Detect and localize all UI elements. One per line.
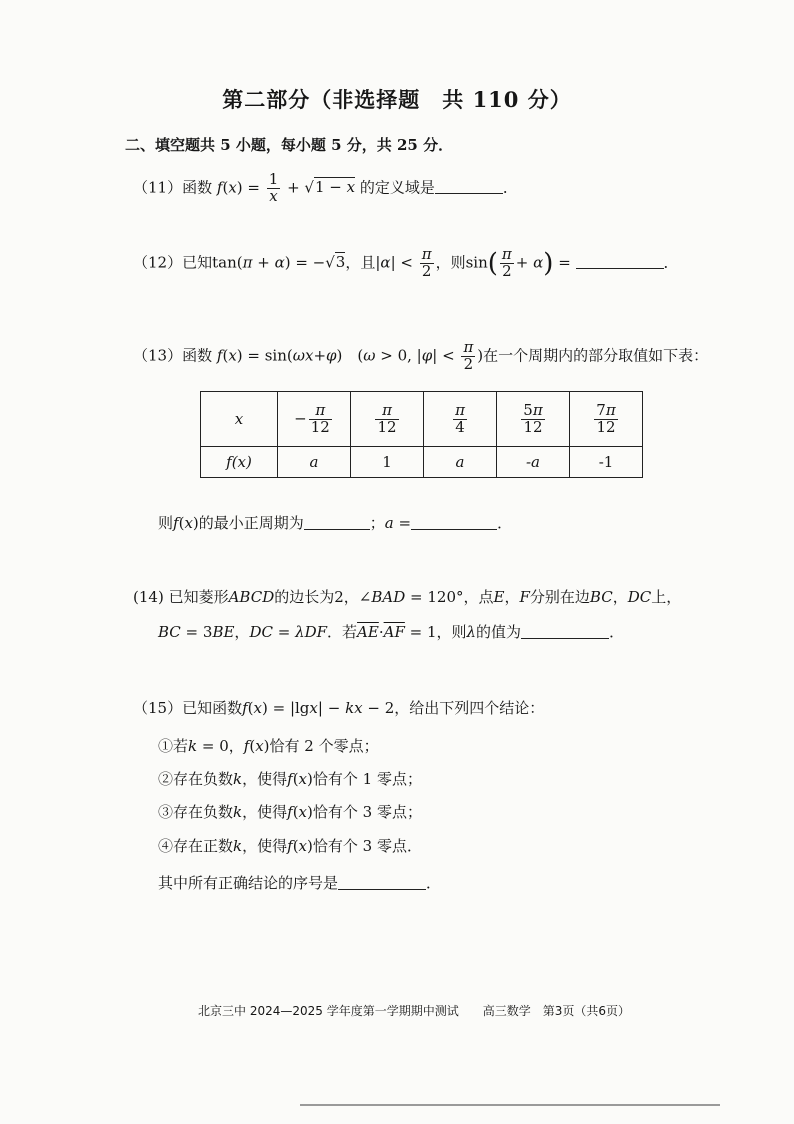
page-footer: 北京三中 2024—2025 学年度第一学期期中测试 高三数学 第3页（共6页） <box>198 1004 630 1018</box>
q15-conclusion-4: ④存在正数k，使得f(x)恰有个 3 零点． <box>158 837 422 855</box>
q14-line2-a: ．若 <box>327 623 358 641</box>
q14-line1-e: 上， <box>651 588 682 606</box>
table-x-4: $\frac{5\pi}{12}$ <box>497 392 570 447</box>
q12-pi-over-2-b: $\frac{\pi}{2}$ <box>501 245 512 280</box>
q11-prefix: 函数 <box>182 178 213 197</box>
table-header-x: x <box>201 392 278 447</box>
q14-line1-c: ，点 <box>463 588 494 606</box>
q15-conclusion-1: ①若k = 0，f(x)恰有 2 个零点； <box>158 737 379 755</box>
q15-c3-b: ，使得 <box>242 803 288 821</box>
q14-answer-blank <box>521 637 609 639</box>
q11-answer-blank <box>435 192 503 194</box>
q15-c4-b: ，使得 <box>242 837 288 855</box>
q13-number: （13） <box>133 346 183 365</box>
q15-c2-a: ②存在负数 <box>158 770 234 788</box>
table-f-4: -a <box>497 447 570 478</box>
q12-mid1: ，且 <box>345 253 376 272</box>
question-14-line-2: BC = 3BE，DC = λDF．若$\overline{AE}\cdot\overline{AF} = 1$，则λ的值为 ． <box>158 623 625 641</box>
scan-edge-line <box>300 1104 720 1106</box>
question-14-line-1: (14) 已知菱形ABCD的边长为2，∠BAD = 120°，点E，F分别在边BC，DC上， <box>133 588 682 606</box>
q11-suffix: 的定义域是 <box>359 178 435 197</box>
q14-number: (14) <box>133 588 164 606</box>
q15-conclusion-2: ②存在负数k，使得f(x)恰有个 1 零点； <box>158 770 422 788</box>
q12-answer-blank <box>576 267 664 269</box>
table-x-3: $\frac{\pi}{4}$ <box>424 392 497 447</box>
q13-a-blank <box>411 528 497 530</box>
table-f-5: -1 <box>570 447 643 478</box>
q13-pi-over-2: $\frac{\pi}{2}$ <box>463 338 474 373</box>
table-f-3: a <box>424 447 497 478</box>
table-x-1: − $\frac{\pi}{12}$ <box>278 392 351 447</box>
q15-c2-b: ，使得 <box>242 770 288 788</box>
q13-answer-line: 则f(x)的最小正周期为 ；a = ． <box>158 514 513 532</box>
q15-c4-c: 恰有个 3 零点． <box>312 837 422 855</box>
q15-c2-c: 恰有个 1 零点； <box>312 770 422 788</box>
q12-mid2: ，则 <box>435 253 466 272</box>
q15-c3-c: 恰有个 3 零点； <box>312 803 422 821</box>
q15-conclusion-3: ③存在负数k，使得f(x)恰有个 3 零点； <box>158 803 422 821</box>
question-12: （12）已知tan(π + α) = −√3，且|α| < $\frac{\pi}{2}$ ，则sin( $\frac{\pi}{2}$ + α) = ． <box>133 245 679 280</box>
q14-line2-b: ，则 <box>436 623 467 641</box>
q14-line1-a: 已知菱形 <box>168 588 229 606</box>
part-title: 第二部分（非选择题 共 110 分） <box>222 87 572 112</box>
q11-fraction: $\frac{1}{x}$ <box>268 170 279 205</box>
q15-number: （15） <box>133 699 183 717</box>
table-x-5: $\frac{7\pi}{12}$ <box>570 392 643 447</box>
q14-line2-c: 的值为 <box>476 623 522 641</box>
q13-condition: 在一个周期内的部分取值如下表： <box>483 346 709 365</box>
table-f-2: 1 <box>351 447 424 478</box>
question-13: （13）函数 f(x) = sin(ωx+φ) (ω > 0, |φ| < $\frac{\pi}{2}$ )在一个周期内的部分取值如下表： <box>133 338 709 373</box>
q12-number: （12） <box>133 253 183 272</box>
table-header-fx: f(x) <box>201 447 278 478</box>
q13-line2-b: 的最小正周期为 <box>198 514 304 532</box>
q13-period-blank <box>304 528 370 530</box>
q15-suffix: ，给出下列四个结论： <box>394 699 545 717</box>
q15-c1-b: ， <box>228 737 244 755</box>
q11-function: f <box>216 178 223 197</box>
q15-prefix: 已知函数 <box>182 699 243 717</box>
q14-line1-d: 分别在边 <box>529 588 590 606</box>
q13-line2-a: 则 <box>158 514 174 532</box>
value-table <box>200 391 643 478</box>
q11-number: （11） <box>133 178 183 197</box>
question-15: （15）已知函数f(x) = |lgx| − kx − 2，给出下列四个结论： <box>133 699 545 717</box>
q15-answer-blank <box>338 888 426 890</box>
table-x-2: $\frac{\pi}{12}$ <box>351 392 424 447</box>
q12-prefix: 已知 <box>182 253 213 272</box>
section-heading: 二、填空题共 5 小题，每小题 5 分，共 25 分． <box>125 136 454 154</box>
q15-c4-a: ④存在正数 <box>158 837 234 855</box>
q15-c1-a: ①若 <box>158 737 189 755</box>
q15-c1-c: 恰有 2 个零点； <box>269 737 379 755</box>
q12-pi-over-2: $\frac{\pi}{2}$ <box>421 245 432 280</box>
q15-final: 其中所有正确结论的序号是 ． <box>158 874 442 892</box>
q13-prefix: 函数 <box>182 346 213 365</box>
q15-c3-a: ③存在负数 <box>158 803 234 821</box>
q14-line1-b: 的边长为2， <box>274 588 359 606</box>
question-11: （11）函数 f(x) = $\frac{1}{x}$ + √1 − x 的定义域是 ． <box>133 170 518 205</box>
table-f-1: a <box>278 447 351 478</box>
q13-line2-c: ； <box>369 514 385 532</box>
q15-final-text: 其中所有正确结论的序号是 <box>158 874 339 892</box>
